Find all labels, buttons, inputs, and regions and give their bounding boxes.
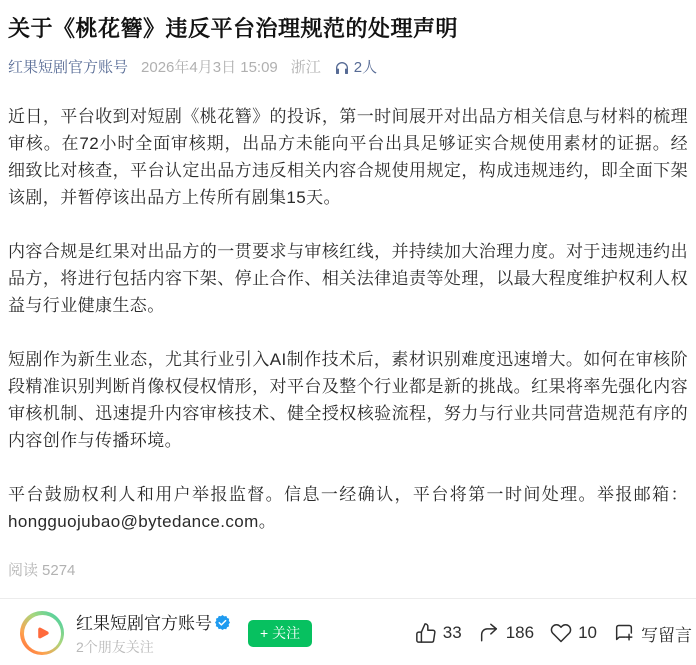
follow-button[interactable]: + 关注 <box>248 620 312 647</box>
listen-audio-entry[interactable] <box>334 58 377 78</box>
heart-button[interactable] <box>550 622 597 644</box>
account-info <box>76 609 230 657</box>
account-avatar[interactable] <box>20 611 64 655</box>
paragraph-2: 内容合规是红果对出品方的一贯要求与审核红线，并持续加大治理力度。对于违规违约出品方，将进行包括内容下架、停止合作、相关法律追责等处理，以最大程度维护权利人权益与行业健康生态。 <box>8 242 688 315</box>
byline-account-link[interactable]: 红果短剧官方账号 <box>8 59 129 76</box>
article-body <box>8 103 688 535</box>
comment-label: 写留言 <box>641 625 692 645</box>
publish-date: 2026年4月3日 15:09 <box>141 59 278 76</box>
like-button[interactable] <box>415 622 462 644</box>
headphones-icon <box>334 60 350 76</box>
comment-plus-icon <box>613 622 635 644</box>
read-count-row <box>8 561 688 581</box>
article-title: 关于《桃花簪》违反平台治理规范的处理声明 <box>8 16 459 41</box>
account-name[interactable]: 红果短剧官方账号 <box>76 614 212 633</box>
publish-location: 浙江 <box>290 59 321 76</box>
share-arrow-icon <box>478 622 500 644</box>
heart-count: 10 <box>578 623 597 642</box>
paragraph-3: 短剧作为新生业态，尤其行业引入AI制作技术后，素材识别难度迅速增大。如何在审核阶段精准识别判断肖像权侵权情形，对平台及整个行业都是新的挑战。红果将率先强化内容审核机制、迅速提升内容审核技术、健全授权核验流程，努力与行业共同营造规范有序的内容创作与传播环境。 <box>8 350 688 450</box>
like-count: 33 <box>442 623 462 642</box>
share-button[interactable] <box>478 622 534 644</box>
read-count: 5274 <box>42 562 76 579</box>
share-count: 186 <box>505 623 535 642</box>
comment-button[interactable] <box>613 621 692 646</box>
heart-icon <box>550 622 572 644</box>
play-icon <box>33 623 53 643</box>
thumbs-up-icon <box>415 622 437 644</box>
friends-follow-note: 2个朋友关注 <box>76 639 154 655</box>
listener-count: 2人 <box>353 59 378 76</box>
action-bar <box>415 621 692 646</box>
verified-badge-icon <box>215 614 230 630</box>
paragraph-1: 近日，平台收到对短剧《桃花簪》的投诉，第一时间展开对出品方相关信息与材料的梳理审核。在72小时全面审核期，出品方未能向平台出具足够证实合规使用素材的证据。经细致比对核查，平台认定出品方违反相关内容合规使用规定，构成违规违约，即全面下架该剧，并暂停该出品方上传所有剧集15天。 <box>8 107 688 207</box>
account-bar <box>0 598 696 665</box>
byline <box>8 58 688 78</box>
read-label: 阅读 <box>8 562 39 579</box>
paragraph-4: 平台鼓励权利人和用户举报监督。信息一经确认，平台将第一时间处理。举报邮箱：hongguojubao@bytedance.com。 <box>8 485 688 531</box>
account-name-row <box>76 609 230 634</box>
